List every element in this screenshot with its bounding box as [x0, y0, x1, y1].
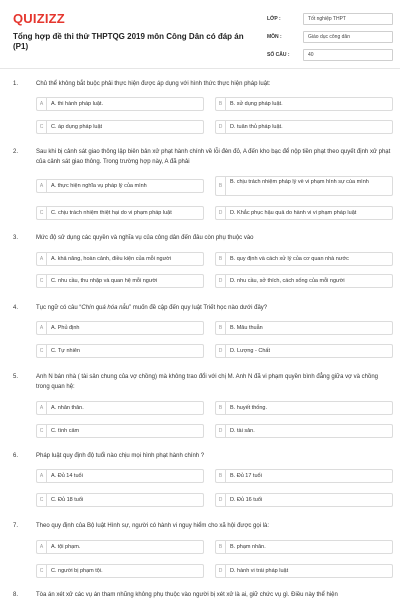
- question-number: 7.: [13, 523, 19, 529]
- question-text: Chủ thể không bắt buộc phải thực hiện được áp dụng với hình thức thực hiện pháp luật:: [36, 81, 271, 87]
- question-text: [36, 303, 392, 313]
- option-d[interactable]: [215, 120, 393, 134]
- question-text: Anh N bán nhà ( tài sản chung của vợ chồng) mà không trao đổi với chị M. Anh N đã vi phạm quyền bình đẳng giữa vợ và chồng trong quan hệ:: [36, 374, 379, 390]
- question-text-prefix: Tục ngữ có câu “: [36, 305, 82, 311]
- option-text: B. huyết thống.: [230, 405, 267, 411]
- option-text: A. tội phạm.: [51, 544, 81, 550]
- option-text: B. quy định và cách xử lý của cơ quan nhà nước: [230, 256, 349, 262]
- meta-value: Giáo dục công dân: [303, 31, 393, 43]
- option-letter: C: [37, 121, 47, 133]
- option-letter: C: [37, 494, 47, 506]
- option-text: A. thi hành pháp luật.: [51, 101, 103, 107]
- question-text: Theo quy định của Bộ luật Hình sự, người có hành vi nguy hiểm cho xã hội được gọi là:: [36, 523, 270, 529]
- option-letter: A: [37, 98, 47, 110]
- meta-row-class: [267, 10, 393, 28]
- meta-value: Tốt nghiệp THPT: [303, 13, 393, 25]
- option-d[interactable]: [215, 493, 393, 507]
- question-text-suffix: ” muốn đề cập đến quy luật Triết học nào dưới đây?: [129, 305, 268, 311]
- option-letter: D: [216, 565, 226, 577]
- page-header: [0, 0, 400, 68]
- option-text: D. Khắc phục hậu quả do hành vi vi phạm pháp luật: [230, 210, 357, 216]
- question-number: 2.: [13, 149, 19, 155]
- option-letter: A: [37, 180, 47, 192]
- option-text: A. thực hiện nghĩa vụ pháp lý của mình: [51, 183, 147, 189]
- option-b[interactable]: [215, 321, 393, 335]
- option-a[interactable]: [36, 97, 204, 111]
- option-text: B. phạm nhân.: [230, 544, 266, 550]
- option-a[interactable]: [36, 252, 204, 266]
- option-letter: D: [216, 275, 226, 287]
- option-text: D. hành vi trái pháp luật: [230, 568, 289, 574]
- option-a[interactable]: [36, 401, 204, 415]
- option-letter: B: [216, 177, 226, 195]
- option-text: A. khả năng, hoàn cảnh, điều kiện của mỗi người: [51, 256, 172, 262]
- meta-row-subject: [267, 28, 393, 46]
- quoted-proverb: Chín quá hóa nẫu: [81, 305, 130, 311]
- question-number: 5.: [13, 374, 19, 380]
- option-text: D. Lượng - Chất: [230, 348, 270, 354]
- option-text: C. chịu trách nhiệm thiệt hại do vi phạm pháp luật: [51, 210, 172, 216]
- option-a[interactable]: [36, 540, 204, 554]
- meta-label: LỚP :: [267, 16, 281, 22]
- question-text: Tòa án xét xử các vụ án tham nhũng không phụ thuộc vào người bị xét xử là ai, giữ chức vụ gì. Điều này thể hiện: [36, 592, 338, 598]
- option-b[interactable]: [215, 540, 393, 554]
- meta-info: [267, 10, 393, 64]
- option-d[interactable]: [215, 344, 393, 358]
- option-letter: A: [37, 253, 47, 265]
- option-letter: D: [216, 121, 226, 133]
- question-number: 1.: [13, 81, 19, 87]
- option-letter: C: [37, 275, 47, 287]
- option-text: B. sử dụng pháp luật.: [230, 101, 283, 107]
- option-letter: A: [37, 541, 47, 553]
- option-letter: B: [216, 98, 226, 110]
- option-text: C. Đủ 18 tuổi: [51, 497, 84, 503]
- option-letter: B: [216, 402, 226, 414]
- option-c[interactable]: [36, 120, 204, 134]
- option-c[interactable]: [36, 493, 204, 507]
- option-c[interactable]: [36, 206, 204, 220]
- question-number: 4.: [13, 305, 19, 311]
- option-text: C. người bị phạm tội.: [51, 568, 103, 574]
- option-b[interactable]: [215, 252, 393, 266]
- option-letter: A: [37, 322, 47, 334]
- meta-label: MÔN :: [267, 34, 282, 40]
- option-b[interactable]: [215, 401, 393, 415]
- option-d[interactable]: [215, 564, 393, 578]
- header-divider: [0, 68, 400, 69]
- question-number: 3.: [13, 235, 19, 241]
- option-letter: D: [216, 425, 226, 437]
- option-text: D. tài sản.: [230, 428, 255, 434]
- option-letter: C: [37, 207, 47, 219]
- option-c[interactable]: [36, 424, 204, 438]
- option-letter: B: [216, 541, 226, 553]
- quizizz-logo: QUIZIZZ: [13, 11, 65, 26]
- option-letter: D: [216, 345, 226, 357]
- meta-value: 40: [303, 49, 393, 61]
- option-text: D. Đủ 16 tuổi: [230, 497, 263, 503]
- option-text: A. nhân thân.: [51, 405, 84, 411]
- option-letter: C: [37, 565, 47, 577]
- option-letter: D: [216, 207, 226, 219]
- option-text: B. Đủ 17 tuổi: [230, 473, 262, 479]
- option-text: D. tuân thủ pháp luật.: [230, 124, 283, 130]
- option-letter: D: [216, 494, 226, 506]
- option-letter: B: [216, 253, 226, 265]
- option-letter: A: [37, 470, 47, 482]
- option-text: D. nhu cầu, sở thích, cách sống của mỗi người: [230, 278, 345, 284]
- option-c[interactable]: [36, 564, 204, 578]
- option-a[interactable]: [36, 469, 204, 483]
- option-text: C. áp dụng pháp luật: [51, 124, 103, 130]
- question-text: Pháp luật quy định độ tuổi nào chịu mọi hình phạt hành chính ?: [36, 453, 205, 459]
- option-a[interactable]: [36, 321, 204, 335]
- page-title: Tổng hợp đề thi thử THPTQG 2019 môn Công Dân có đáp án (P1): [13, 32, 244, 51]
- option-letter: B: [216, 470, 226, 482]
- option-letter: C: [37, 345, 47, 357]
- meta-row-count: [267, 46, 393, 64]
- option-letter: A: [37, 402, 47, 414]
- option-text: C. nhu cầu, thu nhập và quan hệ mỗi người: [51, 278, 158, 284]
- option-b[interactable]: [215, 176, 393, 196]
- option-text: C. Tự nhiên: [51, 348, 80, 354]
- question-text: Mức độ sử dụng các quyền và nghĩa vụ của công dân đến đâu còn phụ thuộc vào: [36, 235, 254, 241]
- option-d[interactable]: [215, 274, 393, 288]
- option-d[interactable]: [215, 206, 393, 220]
- question-text: Sau khi bị cảnh sát giao thông lập biên bản xử phạt hành chính về lỗi đèn đỏ, A đến kho bạc để nộp tiền phạt theo quyết định xử phạt của cảnh sát giao thông. Trong trường hợp này, A đã phải: [36, 149, 391, 165]
- option-c[interactable]: [36, 344, 204, 358]
- option-a[interactable]: [36, 179, 204, 193]
- question-number: 8.: [13, 592, 19, 598]
- option-text: B. Mâu thuẫn: [230, 325, 263, 331]
- option-letter: B: [216, 322, 226, 334]
- option-text: B. chịu trách nhiệm pháp lý về vi phạm hình sự của mình: [230, 179, 369, 185]
- option-text: C. tình cảm: [51, 428, 80, 434]
- option-d[interactable]: [215, 424, 393, 438]
- option-c[interactable]: [36, 274, 204, 288]
- option-b[interactable]: [215, 469, 393, 483]
- option-text: A. Đủ 14 tuổi: [51, 473, 83, 479]
- meta-label: SỐ CÂU :: [267, 52, 290, 58]
- option-b[interactable]: [215, 97, 393, 111]
- question-number: 6.: [13, 453, 19, 459]
- option-letter: C: [37, 425, 47, 437]
- option-text: A. Phủ định: [51, 325, 80, 331]
